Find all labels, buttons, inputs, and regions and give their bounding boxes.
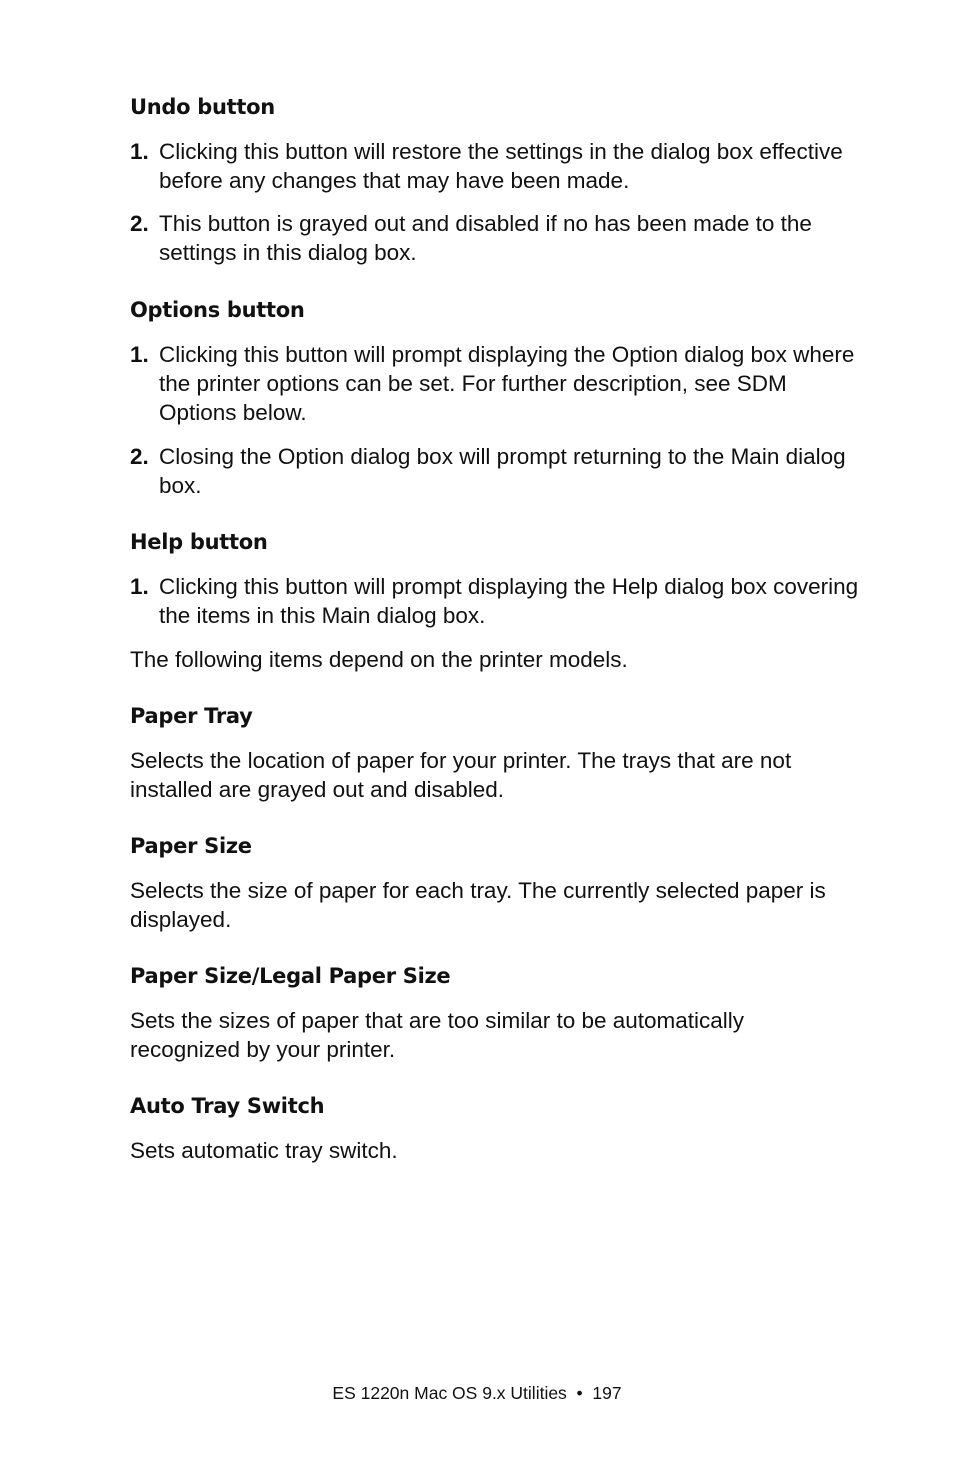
page-footer: ES 1220n Mac OS 9.x Utilities • 197 [332,1383,622,1403]
list-item [130,442,860,500]
help-button-list [130,572,860,630]
section-heading-legal-paper-size: Paper Size/Legal Paper Size [130,964,451,988]
printer-models-note: The following items depend on the printer models. [130,647,628,672]
legal-paper-size-description: Sets the sizes of paper that are too similar to be automatically recognized by your printer. [130,1008,745,1062]
list-item [130,137,860,195]
section-heading-help-button: Help button [130,530,268,554]
auto-tray-switch-description: Sets automatic tray switch. [130,1138,398,1163]
section-heading-paper-size: Paper Size [130,834,252,858]
list-number: 2. [130,211,149,236]
section-heading-undo-button: Undo button [130,95,275,119]
section-heading-options-button: Options button [130,298,305,322]
undo-button-list [130,137,860,267]
list-item-text: Clicking this button will prompt displaying the Option dialog box where the printer options can be set. For further description, see SDM Options below. [159,342,855,425]
section-heading-paper-tray: Paper Tray [130,704,253,728]
list-item-text: This button is grayed out and disabled if no has been made to the settings in this dialog box. [159,211,812,265]
options-button-list [130,340,860,500]
page-content [130,93,860,1165]
list-item [130,340,860,427]
paper-tray-description: Selects the location of paper for your printer. The trays that are not installed are grayed out and disabled. [130,748,792,802]
list-number: 1. [130,139,149,164]
paper-size-description: Selects the size of paper for each tray. The currently selected paper is displayed. [130,878,826,932]
section-heading-auto-tray-switch: Auto Tray Switch [130,1094,325,1118]
list-number: 1. [130,574,149,599]
list-item [130,209,860,267]
list-number: 2. [130,444,149,469]
list-item-text: Closing the Option dialog box will prompt returning to the Main dialog box. [159,444,846,498]
list-number: 1. [130,342,149,367]
list-item-text: Clicking this button will restore the settings in the dialog box effective before any changes that may have been made. [159,139,843,193]
list-item-text: Clicking this button will prompt displaying the Help dialog box covering the items in this Main dialog box. [159,574,859,628]
list-item [130,572,860,630]
